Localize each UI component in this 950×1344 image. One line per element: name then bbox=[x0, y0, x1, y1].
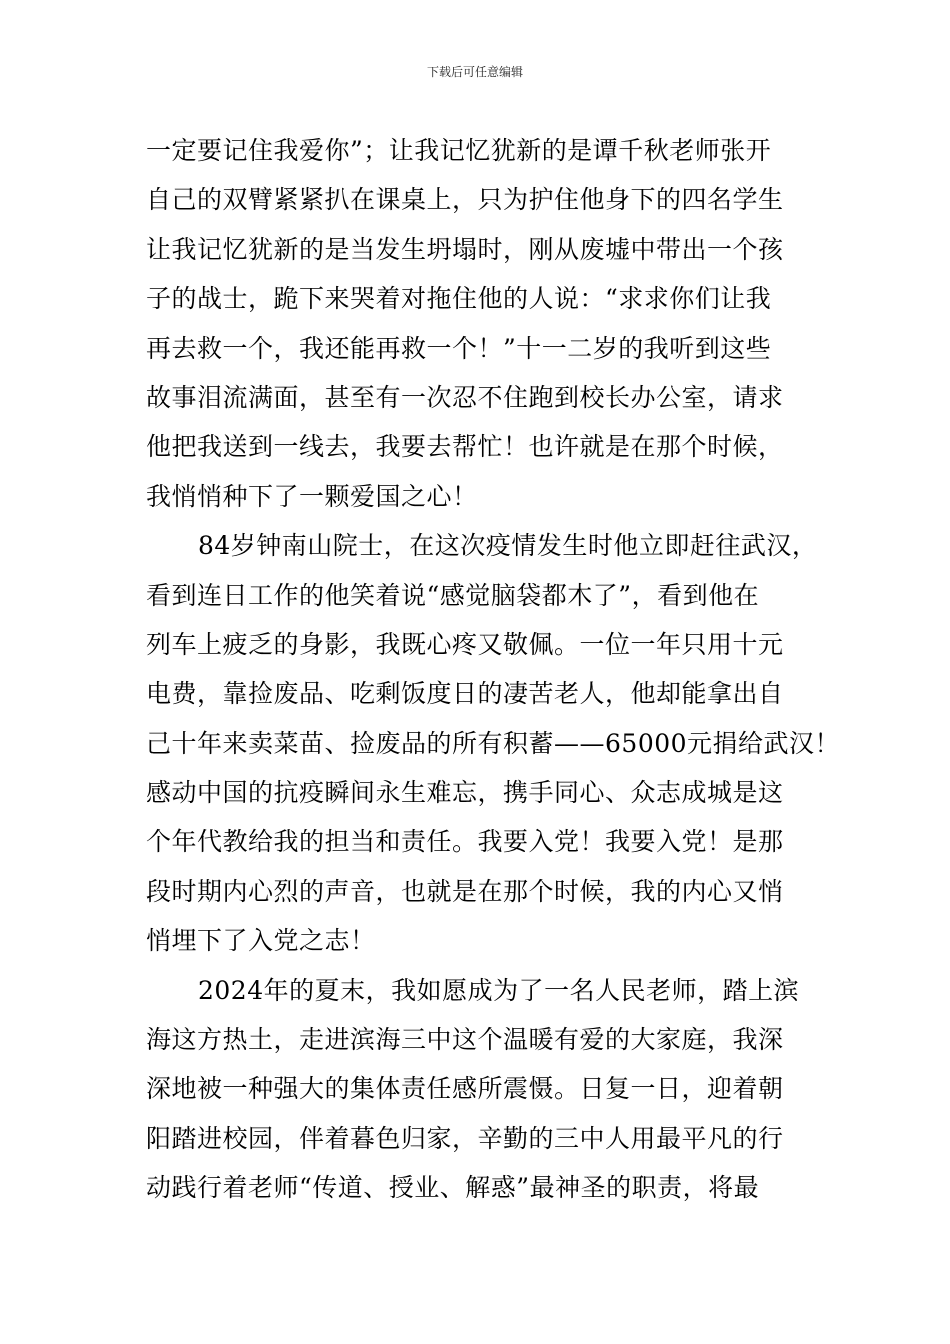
text-line: 个年代教给我的担当和责任。我要入党！我要入党！是那 bbox=[146, 827, 784, 857]
text-line: 电费，靠捡废品、吃剩饭度日的凄苦老人，他却能拿出自 bbox=[146, 679, 784, 709]
text-line: 海这方热土，走进滨海三中这个温暖有爱的大家庭，我深 bbox=[146, 1025, 784, 1055]
text-line: 故事泪流满面，甚至有一次忍不住跑到校长办公室，请求 bbox=[146, 382, 784, 412]
text-line: 深地被一种强大的集体责任感所震慑。日复一日，迎着朝 bbox=[146, 1074, 784, 1104]
document-body bbox=[146, 126, 841, 1213]
text-line: 列车上疲乏的身影，我既心疼又敬佩。一位一年只用十元 bbox=[146, 629, 784, 659]
paragraph-start-line: 84岁钟南山院士，在这次疫情发生时他立即赶往武汉， bbox=[198, 531, 818, 561]
page-header: 下载后可任意编辑 bbox=[426, 65, 523, 79]
text-line: 感动中国的抗疫瞬间永生难忘，携手同心、众志成城是这 bbox=[146, 778, 784, 808]
text-line: 悄埋下了入党之志！ bbox=[146, 926, 376, 956]
text-line: 他把我送到一线去，我要去帮忙！也许就是在那个时候， bbox=[146, 432, 784, 462]
text-line: 己十年来卖菜苗、捡废品的所有积蓄——65000元捐给武汉！ bbox=[146, 728, 841, 758]
text-line: 动践行着老师“传道、授业、解惑”最神圣的职责，将最 bbox=[146, 1173, 760, 1203]
text-line: 一定要记住我爱你”；让我记忆犹新的是谭千秋老师张开 bbox=[146, 136, 772, 165]
text-line: 我悄悄种下了一颗爱国之心！ bbox=[146, 481, 478, 511]
text-line: 段时期内心烈的声音，也就是在那个时候，我的内心又悄 bbox=[146, 876, 784, 906]
text-line: 子的战士，跪下来哭着对拖住他的人说：“求求你们让我 bbox=[146, 284, 772, 314]
text-line: 让我记忆犹新的是当发生坍塌时，刚从废墟中带出一个孩 bbox=[146, 234, 784, 264]
text-line: 再去救一个，我还能再救一个！”十一二岁的我听到这些 bbox=[146, 333, 772, 363]
text-line: 自己的双臂紧紧扒在课桌上，只为护住他身下的四名学生 bbox=[146, 185, 784, 215]
text-line: 阳踏进校园，伴着暮色归家，辛勤的三中人用最平凡的行 bbox=[146, 1123, 784, 1153]
text-line: 看到连日工作的他笑着说“感觉脑袋都木了”，看到他在 bbox=[146, 580, 760, 610]
paragraph-start-line: 2024年的夏末，我如愿成为了一名人民老师，踏上滨 bbox=[198, 975, 800, 1005]
